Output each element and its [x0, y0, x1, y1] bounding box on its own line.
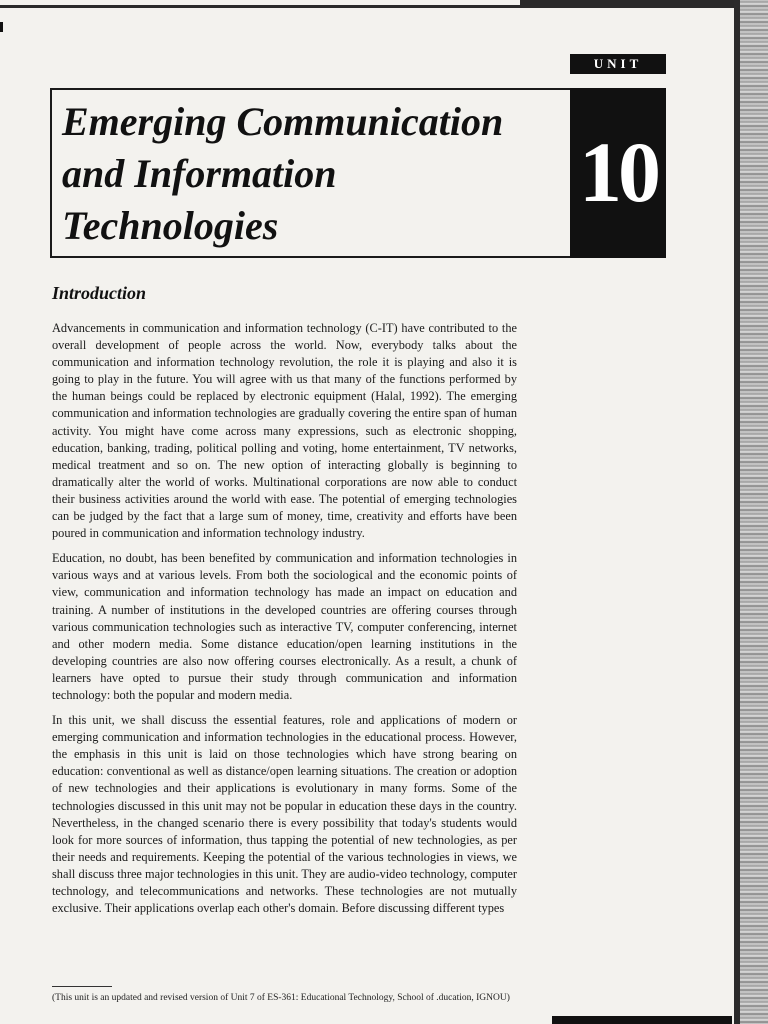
unit-number: 10 — [579, 124, 657, 220]
unit-title — [62, 96, 562, 252]
paragraph: Advancements in communication and information technology (C-IT) have contributed to the overall development of people across the world. Now, everybody talks about the communication and information technology revolution, the role it is playing and also it is going to play in the future. You will agree with us that many of the functions performed by the human beings could be replaced by electronic equipment (Halal, 1992). The emerging communication and information technologies are gradually covering the entire span of human activity. You might have come across many expressions, such as electronic shopping, education, banking, trading, political polling and voting, home entertainment, TV networks, medical treatment and so on. The new option of interacting globally is beginning to dramatically alter the world of works. Multinational corporations are now able to conduct their business activities around the world with ease. The potential of emerging technologies can be judged by the fact that a large sum of money, time, creativity and efforts have been poured in communication and information technology industry. — [52, 321, 517, 541]
page-number-tab — [552, 1016, 732, 1024]
unit-label: UNIT — [570, 54, 666, 74]
body-text — [52, 320, 517, 925]
top-scan-band — [0, 0, 768, 8]
unit-number-block — [570, 88, 666, 258]
footnote-divider — [52, 986, 112, 987]
footnote: (This unit is an updated and revised version of Unit 7 of ES-361: Educational Technology, School of .ducation, IGNOU) — [52, 993, 510, 1003]
scan-mark — [0, 22, 3, 32]
paragraph: Education, no doubt, has been benefited by communication and information technologies in various ways and at various levels. From both the sociological and the economic points of view, communication and information technology has made an impact on education and training. A number of institutions in the developed countries are offering courses through various communication technologies such as interactive TV, computer conferencing, internet and other modern media. Some distance education/open learning institutions in the developing countries are also now offering courses electronically. As a result, a chunk of learners have opted to pursue their study through communication and information technology: both the popular and modern media. — [52, 551, 517, 702]
title-line-3: Technologies — [62, 203, 279, 248]
section-heading: Introduction — [52, 283, 147, 303]
title-line-1: Emerging Communication — [62, 99, 504, 144]
page-edge-shadow — [734, 0, 768, 1024]
paragraph: In this unit, we shall discuss the essential features, role and applications of modern or emerging communication and information technologies in the educational process. However, the emphasis in this unit is laid on those technologies which have strong bearing on education: conventional as well as distance/open learning situations. The creation or adoption of new technologies and their applications is evolutionary in many forms. Some of the technologies discussed in this unit may not be popular in education these days in the country. Nevertheless, in the changed scenario there is every possibility that today's students would look for more sources of information, thus tapping the potential of new technologies, as per their needs and requirements. Keeping the potential of the various technologies in views, we shall discuss three major technologies in this unit. They are audio-video technology, computer technology, and telecommunications and networks. These technologies are not mutually exclusive. Their applications overlap each other's domain. Before discussing different types — [52, 713, 517, 916]
title-line-2: and Information — [62, 151, 337, 196]
